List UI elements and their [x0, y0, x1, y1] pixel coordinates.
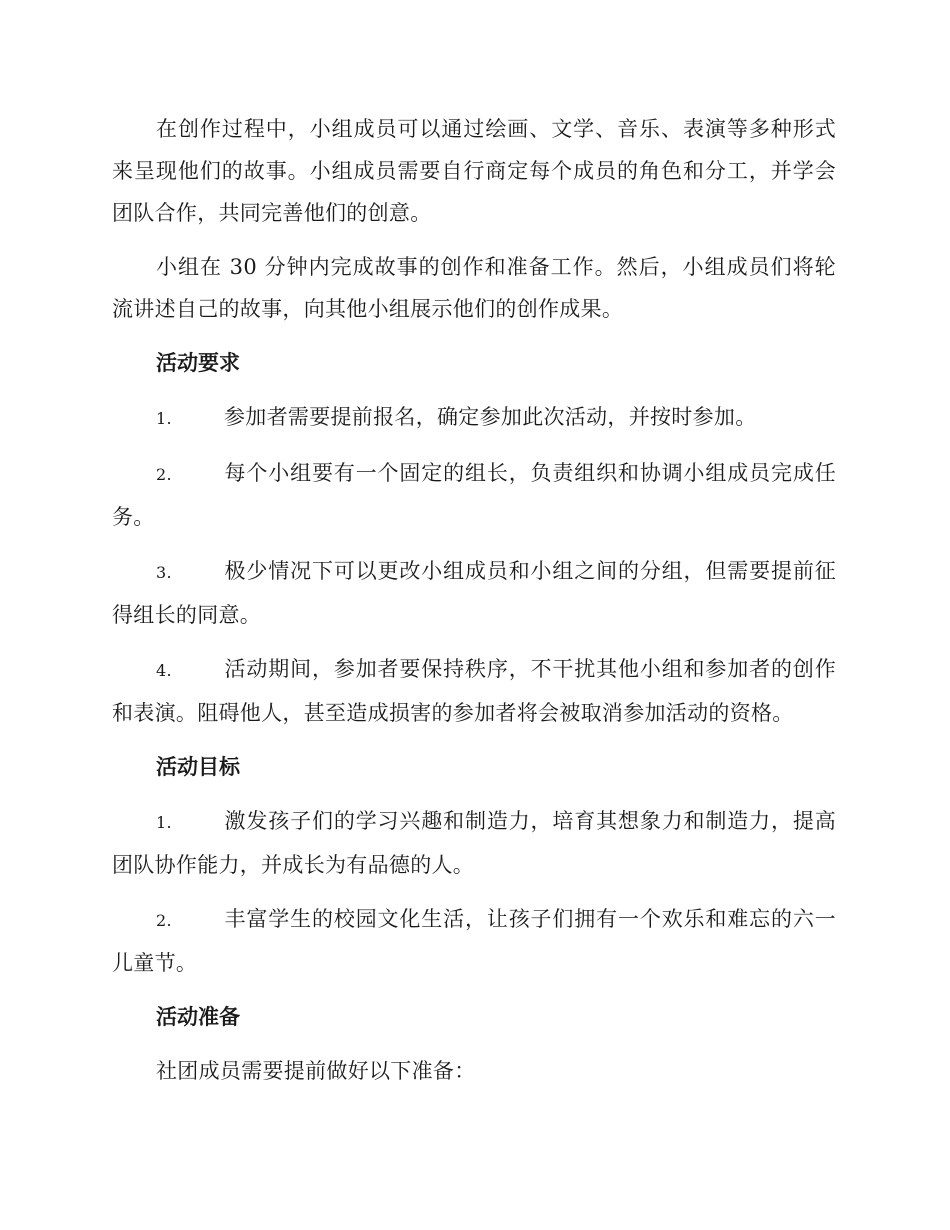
- item-text: 活动期间，参加者要保持秩序，不干扰其他小组和参加者的创作和表演。阻碍他人，甚至造成损害的参加者将会被取消参加活动的资格。: [112, 657, 836, 725]
- document-body: [112, 108, 836, 1104]
- goal-item: [112, 800, 836, 886]
- item-number: 2.: [156, 465, 172, 484]
- item-text: 每个小组要有一个固定的组长，负责组织和协调小组成员完成任务。: [112, 461, 836, 529]
- item-number: 3.: [156, 563, 172, 582]
- requirement-item: [112, 396, 836, 440]
- item-text: 参加者需要提前报名，确定参加此次活动，并按时参加。: [224, 405, 757, 429]
- item-text: 激发孩子们的学习兴趣和制造力，培育其想象力和制造力，提高团队协作能力，并成长为有品德的人。: [112, 809, 836, 877]
- intro-paragraph: 在创作过程中，小组成员可以通过绘画、文学、音乐、表演等多种形式来呈现他们的故事。小组成员需要自行商定每个成员的角色和分工，并学会团队合作，共同完善他们的创意。: [112, 117, 836, 225]
- item-text: 丰富学生的校园文化生活，让孩子们拥有一个欢乐和难忘的六一儿童节。: [112, 907, 836, 975]
- intro-paragraph: 小组在 30 分钟内完成故事的创作和准备工作。然后，小组成员们将轮流讲述自己的故事，向其他小组展示他们的创作成果。: [112, 255, 836, 321]
- preparation-paragraph: 社团成员需要提前做好以下准备：: [156, 1059, 476, 1083]
- requirement-item: [112, 648, 836, 734]
- goal-item: [112, 898, 836, 984]
- requirement-item: [112, 452, 836, 538]
- section-heading-preparation: 活动准备: [156, 1004, 240, 1029]
- item-text: 极少情况下可以更改小组成员和小组之间的分组，但需要提前征得组长的同意。: [112, 559, 836, 627]
- requirement-item: [112, 550, 836, 636]
- section-heading-requirements: 活动要求: [156, 350, 240, 375]
- item-number: 4.: [156, 661, 172, 680]
- item-number: 1.: [156, 409, 172, 428]
- item-number: 1.: [156, 813, 172, 832]
- section-heading-goals: 活动目标: [156, 754, 240, 779]
- item-number: 2.: [156, 911, 172, 930]
